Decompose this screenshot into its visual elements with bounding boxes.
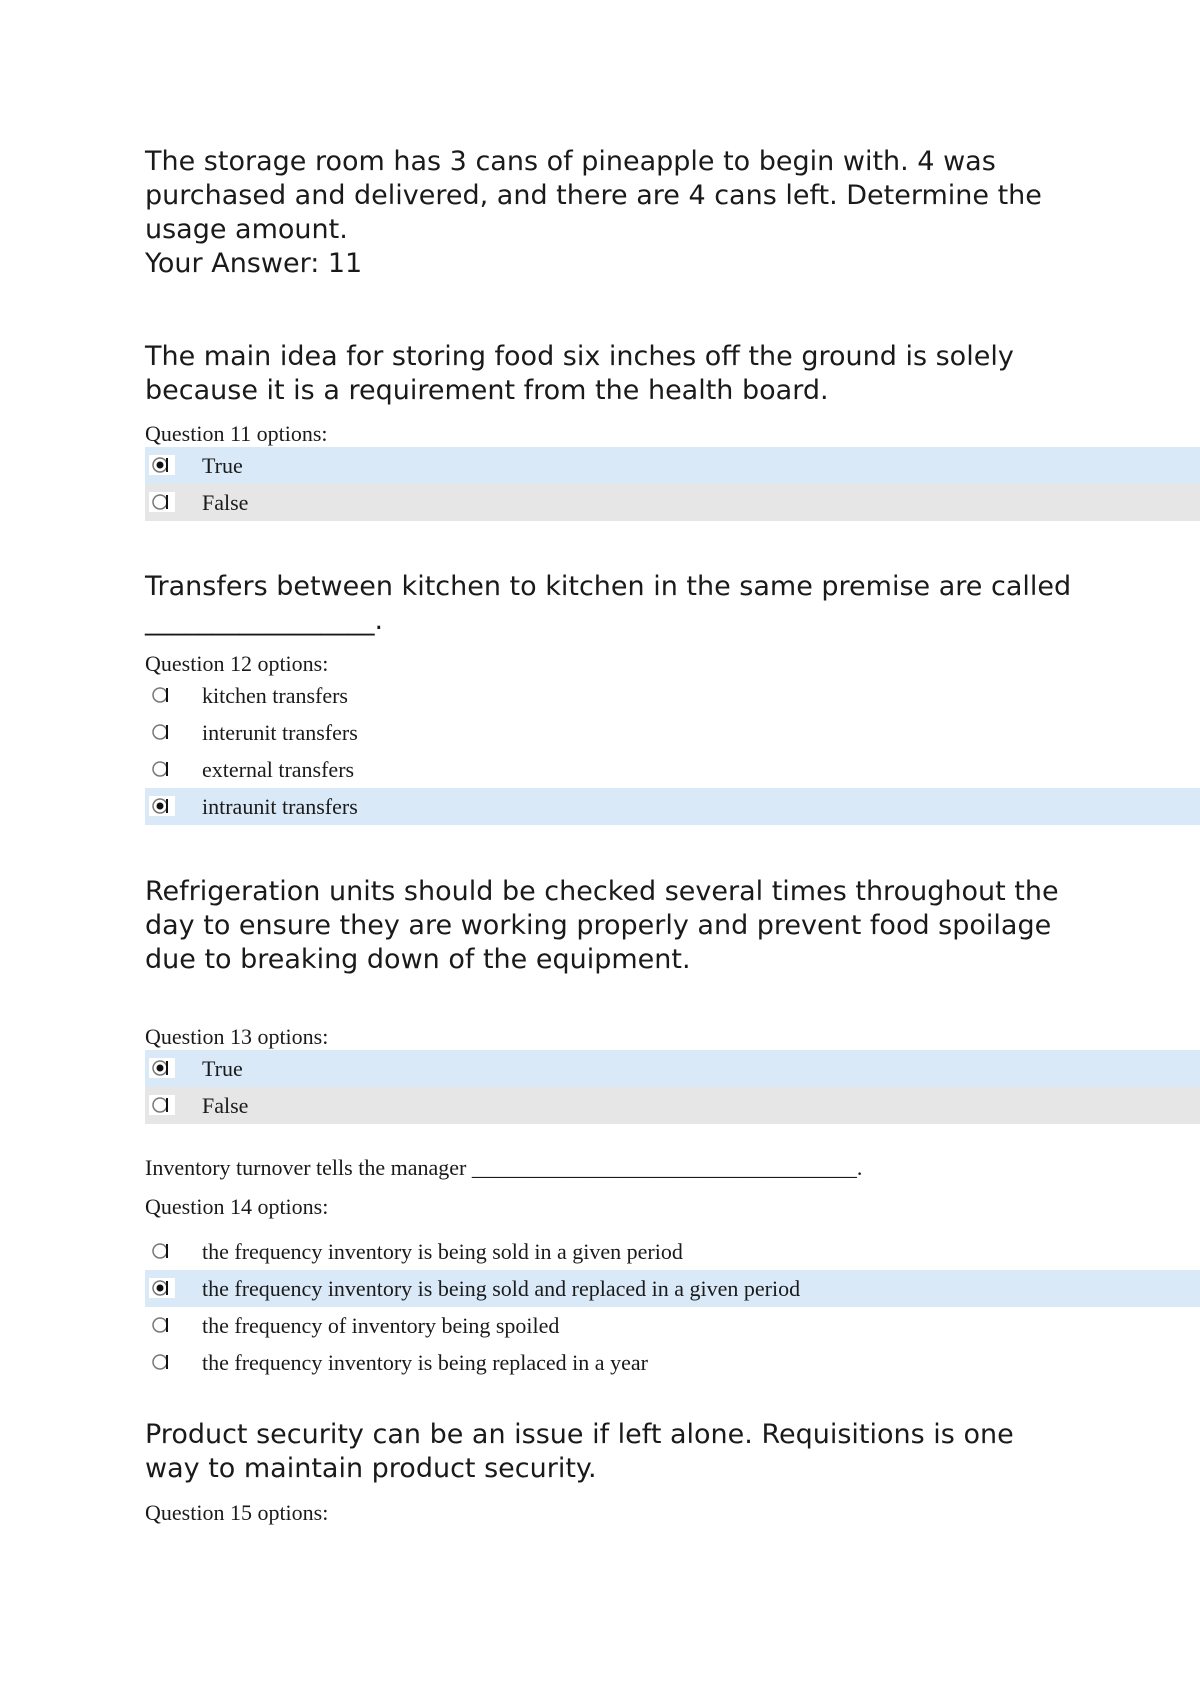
question-11-options <box>145 447 1200 521</box>
question-12-option[interactable] <box>145 714 1200 751</box>
option-label: False <box>202 1093 249 1118</box>
question-11-option[interactable] <box>145 484 1200 521</box>
question-13-options <box>145 1050 1200 1124</box>
question-12-option[interactable] <box>145 751 1200 788</box>
question-13-text: Refrigeration units should be checked several times throughout the day to ensure they are working properly and prevent food spoilage due to breaking down of the equipment. <box>145 876 1059 975</box>
radio-empty-icon[interactable] <box>149 492 175 512</box>
radio-selected-icon[interactable] <box>149 455 175 475</box>
option-label: kitchen transfers <box>202 683 348 708</box>
radio-selected-icon[interactable] <box>149 1058 175 1078</box>
option-label: external transfers <box>202 757 355 782</box>
question-11-options-label: Question 11 options: <box>145 421 328 446</box>
option-label: True <box>202 453 243 478</box>
option-label: the frequency of inventory being spoiled <box>202 1313 560 1338</box>
question-13-options-label: Question 13 options: <box>145 1024 329 1049</box>
question-12-option[interactable] <box>145 677 1200 714</box>
question-14-text: Inventory turnover tells the manager ___________________________________. <box>145 1155 863 1180</box>
question-10-answer: Your Answer: 11 <box>145 248 363 279</box>
question-12-options-label: Question 12 options: <box>145 651 329 676</box>
radio-selected-icon[interactable] <box>149 796 175 816</box>
option-label: interunit transfers <box>202 720 358 745</box>
radio-empty-icon[interactable] <box>149 1241 175 1261</box>
question-15-text: Product security can be an issue if left alone. Requisitions is one way to maintain product security. <box>145 1419 1014 1484</box>
question-11-text: The main idea for storing food six inches off the ground is solely because it is a requirement from the health board. <box>145 341 1014 406</box>
option-label: intraunit transfers <box>202 794 358 819</box>
radio-empty-icon[interactable] <box>149 759 175 779</box>
question-10-text: The storage room has 3 cans of pineapple to begin with. 4 was purchased and delivered, and there are 4 cans left. Determine the usage amount. <box>145 146 1042 245</box>
option-label: the frequency inventory is being sold in a given period <box>202 1239 683 1264</box>
radio-selected-icon[interactable] <box>149 1278 175 1298</box>
question-12-options <box>145 677 1200 825</box>
option-label: the frequency inventory is being replaced in a year <box>202 1350 648 1375</box>
question-14-option[interactable] <box>145 1233 1200 1270</box>
question-11-option[interactable] <box>145 447 1200 484</box>
question-12-option[interactable] <box>145 788 1200 825</box>
question-14-options-label: Question 14 options: <box>145 1194 329 1219</box>
radio-empty-icon[interactable] <box>149 1352 175 1372</box>
radio-empty-icon[interactable] <box>149 685 175 705</box>
question-14-option[interactable] <box>145 1344 1200 1381</box>
question-14-option[interactable] <box>145 1307 1200 1344</box>
question-13-option[interactable] <box>145 1050 1200 1087</box>
radio-empty-icon[interactable] <box>149 1095 175 1115</box>
radio-empty-icon[interactable] <box>149 1315 175 1335</box>
option-label: True <box>202 1056 243 1081</box>
question-14-option[interactable] <box>145 1270 1200 1307</box>
radio-empty-icon[interactable] <box>149 722 175 742</box>
question-13-option[interactable] <box>145 1087 1200 1124</box>
option-label: the frequency inventory is being sold and replaced in a given period <box>202 1276 801 1301</box>
question-12-text: Transfers between kitchen to kitchen in the same premise are called _________________. <box>145 571 1072 636</box>
question-14-options <box>145 1233 1200 1381</box>
question-15-options-label: Question 15 options: <box>145 1500 329 1525</box>
option-label: False <box>202 490 249 515</box>
